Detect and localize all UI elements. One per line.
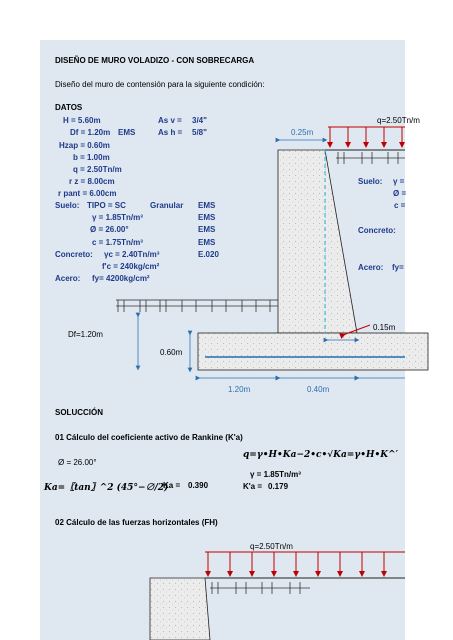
datos-suelo-label: Suelo: xyxy=(55,201,80,210)
side-gamma-label: γ = xyxy=(393,177,405,186)
side-phi-label: Ø = xyxy=(393,189,407,198)
toe-offset-label: 0.15m xyxy=(373,323,396,332)
wall-stem-2 xyxy=(150,578,210,640)
surcharge-label: q=2.50Tn/m xyxy=(377,116,420,125)
datos-ems-2: EMS xyxy=(198,213,216,222)
df-label: Df=1.20m xyxy=(68,330,103,339)
datos-Df-code: EMS xyxy=(118,128,136,137)
datos-q: q = 2.50Tn/m xyxy=(73,165,122,174)
datos-rz: r z = 8.00cm xyxy=(69,177,115,186)
page-title: DISEÑO DE MURO VOLADIZO - CON SOBRECARGA xyxy=(55,56,255,65)
datos-c: c = 1.75Tn/m³ xyxy=(92,238,143,247)
datos-tipo: TIPO = SC xyxy=(87,201,126,210)
datos-e020: E.020 xyxy=(198,250,219,259)
stem-top-width-label: 0.25m xyxy=(291,128,314,137)
datos-concreto-label: Concreto: xyxy=(55,250,93,259)
side-c-label: c = xyxy=(394,201,406,210)
section-02-title: 02 Cálculo de las fuerzas horizontales (FH) xyxy=(55,518,218,527)
side-fy-label: fy= xyxy=(392,263,404,272)
datos-gamma: γ = 1.85Tn/m³ xyxy=(92,213,143,222)
datos-ems-1: EMS xyxy=(198,201,216,210)
surcharge-arrows xyxy=(330,127,402,145)
ka-value: 0.390 xyxy=(188,481,209,490)
ka-label: Ka = xyxy=(163,481,181,490)
stem-base-label: 0.40m xyxy=(307,385,330,394)
footing-height-label: 0.60m xyxy=(160,348,183,357)
side-concreto-label: Concreto: xyxy=(358,226,396,235)
datos-ems-3: EMS xyxy=(198,225,216,234)
datos-yc: γc = 2.40Tn/m³ xyxy=(104,250,160,259)
ground-hatch xyxy=(116,300,278,312)
datos-ash-label: As h = xyxy=(158,128,183,137)
kpa-value: 0.179 xyxy=(268,482,289,491)
side-acero-label: Acero: xyxy=(358,263,384,272)
section-01-title: 01 Cálculo del coeficiente activo de Rankine (K'a) xyxy=(55,433,243,442)
surcharge-label-2: q=2.50Tn/m xyxy=(250,542,293,551)
datos-H: H = 5.60m xyxy=(63,116,101,125)
gamma-line: γ = 1.85Tn/m³ xyxy=(250,470,301,479)
datos-acero-label: Acero: xyxy=(55,274,81,283)
datos-b: b = 1.00m xyxy=(73,153,110,162)
ka-formula: Ka=〖tan〗^2 (45°−∅/2) xyxy=(44,483,169,493)
datos-hzap: Hzap = 0.60m xyxy=(59,141,110,150)
backfill-hatch xyxy=(336,152,405,164)
toe-length-label: 1.20m xyxy=(228,385,251,394)
phi-value: Ø = 26.00° xyxy=(58,458,97,467)
datos-rpant: r pant = 6.00cm xyxy=(58,189,117,198)
datos-Df: Df = 1.20m xyxy=(70,128,111,137)
datos-heading: DATOS xyxy=(55,103,83,112)
pressure-formula: q=γ•H•Ka−2•c•√Ka=γ•H•K^′ xyxy=(243,450,399,460)
page-subtitle: Diseño del muro de contensión para la siguiente condición: xyxy=(55,80,265,89)
datos-asv-label: As v = xyxy=(158,116,182,125)
wall-footing xyxy=(198,333,428,370)
datos-granular: Granular xyxy=(150,201,184,210)
datos-phi: Ø = 26.00° xyxy=(90,225,129,234)
datos-fy: fy= 4200kg/cm² xyxy=(92,274,150,283)
kpa-label: K'a = xyxy=(243,482,263,491)
datos-ash-value: 5/8" xyxy=(192,128,207,137)
solucion-heading: SOLUCCIÓN xyxy=(55,408,103,417)
datos-ems-4: EMS xyxy=(198,238,216,247)
wall-stem xyxy=(278,150,357,333)
datos-asv-value: 3/4" xyxy=(192,116,207,125)
side-suelo-label: Suelo: xyxy=(358,177,383,186)
datos-fc: f'c = 240kg/cm² xyxy=(102,262,160,271)
